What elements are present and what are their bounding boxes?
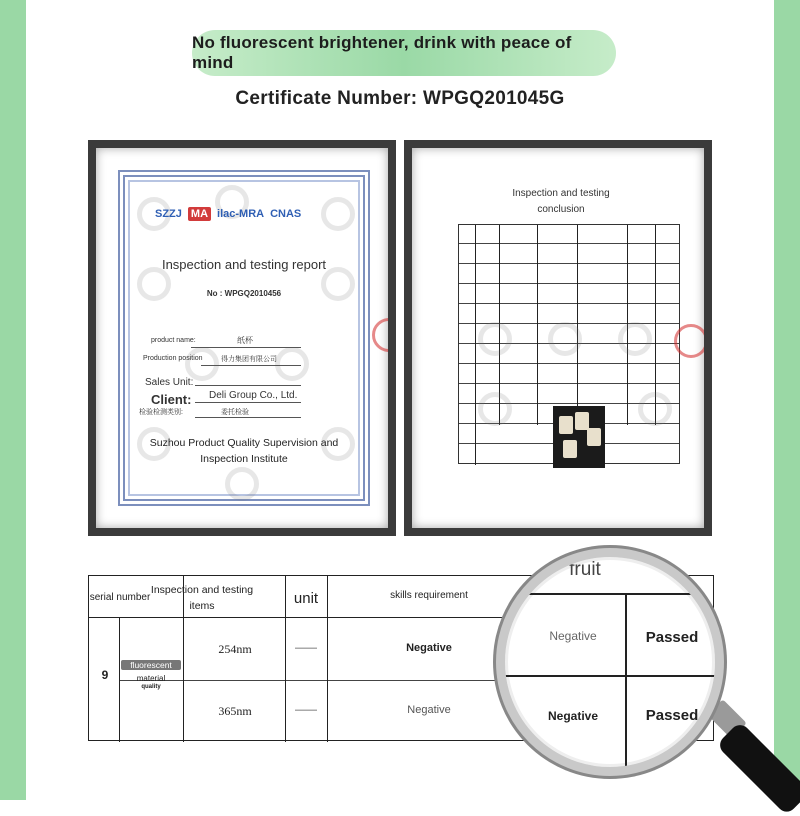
header-serial-number: serial number (89, 592, 151, 603)
institute-line-2: Inspection Institute (200, 453, 288, 465)
conclusion-title (438, 186, 684, 218)
certificate-cover (118, 170, 370, 506)
client-value: Deli Group Co., Ltd. (209, 390, 298, 401)
headline-banner: No fluorescent brightener, drink with peace of mind (192, 30, 616, 76)
header-unit: unit (293, 590, 319, 607)
item-fluorescent: fluorescent (121, 660, 181, 670)
szzj-logo: SZZJ (155, 208, 182, 220)
production-position-value: 得力集团有限公司 (221, 356, 277, 363)
red-seal-stamp-right (674, 324, 704, 358)
conclusion-title-line-1: Inspection and testing (512, 188, 610, 199)
certificate-frame-left (88, 140, 396, 536)
magnified-result-2: Negative (547, 709, 599, 723)
right-green-border (774, 0, 800, 800)
institute-line-1: Suzhou Product Quality Supervision and (149, 437, 339, 449)
row1-unit: —— (295, 642, 317, 654)
header-inspection-items: Inspection and testing items (150, 584, 254, 612)
wavelength-254: 254nm (218, 642, 252, 656)
certificate-number: Certificate Number: WPGQ201045G (235, 88, 565, 109)
inspection-type-value: 委托检验 (221, 409, 249, 416)
row1-requirement: Negative (406, 642, 452, 654)
institute-name (125, 435, 363, 467)
product-name-label: product name: (151, 337, 196, 344)
cnas-logo: CNAS (270, 208, 302, 220)
sales-unit-label: Sales Unit: (145, 377, 194, 388)
report-number: No : WPGQ2010456 (206, 289, 282, 298)
row2-unit: —— (295, 704, 317, 716)
conclusion-page (438, 162, 684, 502)
inspection-type-label: 检验检测类别: (139, 409, 183, 416)
magnified-result-1: Negative (549, 629, 597, 643)
product-name-value: 纸杯 (237, 336, 253, 345)
report-title: Inspection and testing report (161, 257, 327, 272)
ilac-logo: ilac-MRA (217, 208, 265, 220)
magnifier-header: fruit (569, 559, 601, 580)
magnified-conclusion-1: Passed (645, 629, 699, 646)
paper-cups-photo (553, 406, 605, 468)
magnifying-glass (496, 548, 724, 776)
serial-value: 9 (101, 668, 109, 682)
left-green-border (0, 0, 26, 800)
certificate-frame-right (404, 140, 712, 536)
production-position-label: Production position (143, 355, 203, 362)
item-quality: quality (141, 684, 161, 690)
magnified-conclusion-2: Passed (645, 707, 699, 724)
accreditation-logos (155, 207, 301, 221)
red-seal-stamp (372, 318, 388, 352)
wavelength-365: 365nm (218, 704, 252, 718)
conclusion-title-line-2: conclusion (537, 204, 585, 215)
cma-logo: MA (188, 207, 211, 221)
header-skills-requirement: skills requirement (390, 590, 468, 601)
row2-requirement: Negative (407, 704, 451, 716)
client-label: Client: (151, 392, 192, 407)
item-material: material (136, 674, 166, 683)
